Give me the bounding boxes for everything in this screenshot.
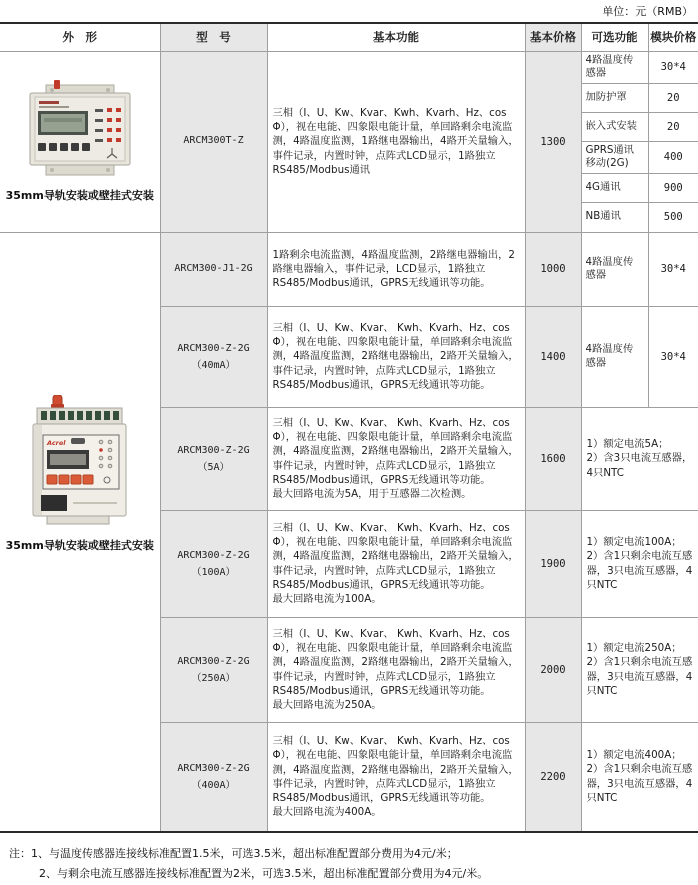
option-name-cell: GPRS通讯移动(2G) [581,141,648,173]
model-cell: ARCM300-Z-2G （100A） [160,510,267,617]
appearance-cell [0,51,160,232]
device-front-photo [24,80,136,180]
footnote-1: 注：1、与温度传感器连接线标准配置1.5米，可选3.5米，超出标准配置部分费用为4元/米； [9,847,458,860]
unit-label: 单位：元（RMB） [602,5,693,18]
functions-cell: 三相（I、U、Kw、Kvar、Kwh、Kvarh、Hz、cos Φ），视在电能、四象限电能计量，单回路剩余电流监测，4路温度监测，1路继电器输出，4路开关量输入，事件记录，内置时钟，点阵式LCD显示，1路独立RS485/Modbus通讯 [267,51,525,232]
functions-cell: 三相（I、U、Kw、Kvar、 Kwh、Kvarh、Hz、cos Φ），视在电能、四象限电能计量，单回路剩余电流监测，4路温度监测，2路继电器输出，2路开关量输入，事件记录，内置时钟，点阵式LCD显示，1路独立RS485/Modbus通讯，GPRS无线通讯等功能。 最大回路电流为250A。 [267,617,525,722]
col-header-appearance: 外 形 [0,23,160,51]
device-module-photo [27,395,132,530]
table-row [0,232,698,306]
module-price-cell: 30*4 [648,232,698,306]
col-header-optional: 可选功能 [581,23,648,51]
base-price-cell: 2000 [525,617,581,722]
col-header-base-price: 基本价格 [525,23,581,51]
base-price-cell: 1400 [525,306,581,407]
col-header-model: 型 号 [160,23,267,51]
price-table [0,22,698,833]
header-row [0,23,698,51]
optional-bundle-cell: 1）额定电流100A； 2）含1只剩余电流互感器，3只电流互感器，4只NTC [581,510,698,617]
module-price-cell: 400 [648,141,698,173]
functions-cell: 三相（I、U、Kw、Kvar、 Kwh、Kvarh、Hz、cos Φ），视在电能、四象限电能计量，单回路剩余电流监测，4路温度监测，2路继电器输出，2路开关量输入，事件记录，内置时钟，点阵式LCD显示，1路独立RS485/Modbus通讯，GPRS无线通讯等功能。 [267,306,525,407]
module-price-cell: 20 [648,112,698,141]
col-header-functions: 基本功能 [267,23,525,51]
functions-cell: 三相（I、U、Kw、Kvar、 Kwh、Kvarh、Hz、cos Φ），视在电能、四象限电能计量，单回路剩余电流监测，4路温度监测，2路继电器输出，2路开关量输入，事件记录，内置时钟，点阵式LCD显示，1路独立RS485/Modbus通讯，GPRS无线通讯等功能。 最大回路电流为400A。 [267,722,525,832]
optional-bundle-cell: 1）额定电流250A； 2）含1只剩余电流互感器，3只电流互感器，4只NTC [581,617,698,722]
module-price-cell: 900 [648,173,698,202]
option-name-cell: NB通讯 [581,202,648,232]
optional-bundle-cell: 1）额定电流5A； 2）含3只电流互感器，4只NTC [581,407,698,510]
col-header-module-price: 模块价格 [648,23,698,51]
model-cell: ARCM300-Z-2G （400A） [160,722,267,832]
option-name-cell: 4路温度传感器 [581,232,648,306]
model-cell: ARCM300T-Z [160,51,267,232]
functions-cell: 三相（I、U、Kw、Kvar、 Kwh、Kvarh、Hz、cos Φ），视在电能、四象限电能计量，单回路剩余电流监测，4路温度监测，2路继电器输出，2路开关量输入，事件记录，内置时钟，点阵式LCD显示，1路独立RS485/Modbus通讯，GPRS无线通讯等功能。 最大回路电流为5A，用于互感器二次检测。 [267,407,525,510]
base-price-cell: 2200 [525,722,581,832]
appearance-cell [0,232,160,832]
model-cell: ARCM300-Z-2G （5A） [160,407,267,510]
base-price-cell: 1900 [525,510,581,617]
model-cell: ARCM300-J1-2G [160,232,267,306]
bottom-connector [41,495,67,511]
option-name-cell: 4路温度传感器 [581,51,648,83]
model-cell: ARCM300-Z-2G （40mA） [160,306,267,407]
module-price-cell: 30*4 [648,51,698,83]
module-price-cell: 500 [648,202,698,232]
brand-logo: Acrel [47,438,66,447]
functions-cell: 1路剩余电流监测，4路温度监测，2路继电器输出，2路继电器输入，事件记录，LCD显示，1路独立RS485/Modbus通讯，GPRS无线通讯等功能。 [267,232,525,306]
model-cell: ARCM300-Z-2G （250A） [160,617,267,722]
option-name-cell: 加防护罩 [581,83,648,112]
base-price-cell: 1600 [525,407,581,510]
module-price-cell: 30*4 [648,306,698,407]
mounting-caption: 35mm导轨安装或壁挂式安装 [5,538,154,552]
base-price-cell: 1300 [525,51,581,232]
terminal-strip [41,411,119,420]
option-name-cell: 4路温度传感器 [581,306,648,407]
module-price-cell: 20 [648,83,698,112]
antenna [54,80,60,89]
table-row [0,51,698,83]
optional-bundle-cell: 1）额定电流400A； 2）含1只剩余电流互感器，3只电流互感器，4只NTC [581,722,698,832]
functions-cell: 三相（I、U、Kw、Kvar、 Kwh、Kvarh、Hz、cos Φ），视在电能、四象限电能计量，单回路剩余电流监测，4路温度监测，2路继电器输出，2路开关量输入，事件记录，内置时钟，点阵式LCD显示，1路独立RS485/Modbus通讯，GPRS无线通讯等功能。 最大回路电流为100A。 [267,510,525,617]
option-name-cell: 4G通讯 [581,173,648,202]
base-price-cell: 1000 [525,232,581,306]
footnote-2: 2、与剩余电流互感器连接线标准配置为2米，可选3.5米，超出标准配置部分费用为4元/米。 [39,866,489,880]
mounting-caption: 35mm导轨安装或壁挂式安装 [5,189,154,202]
footnotes [9,844,698,883]
front-buttons [38,143,90,151]
option-name-cell: 嵌入式安装 [581,112,648,141]
